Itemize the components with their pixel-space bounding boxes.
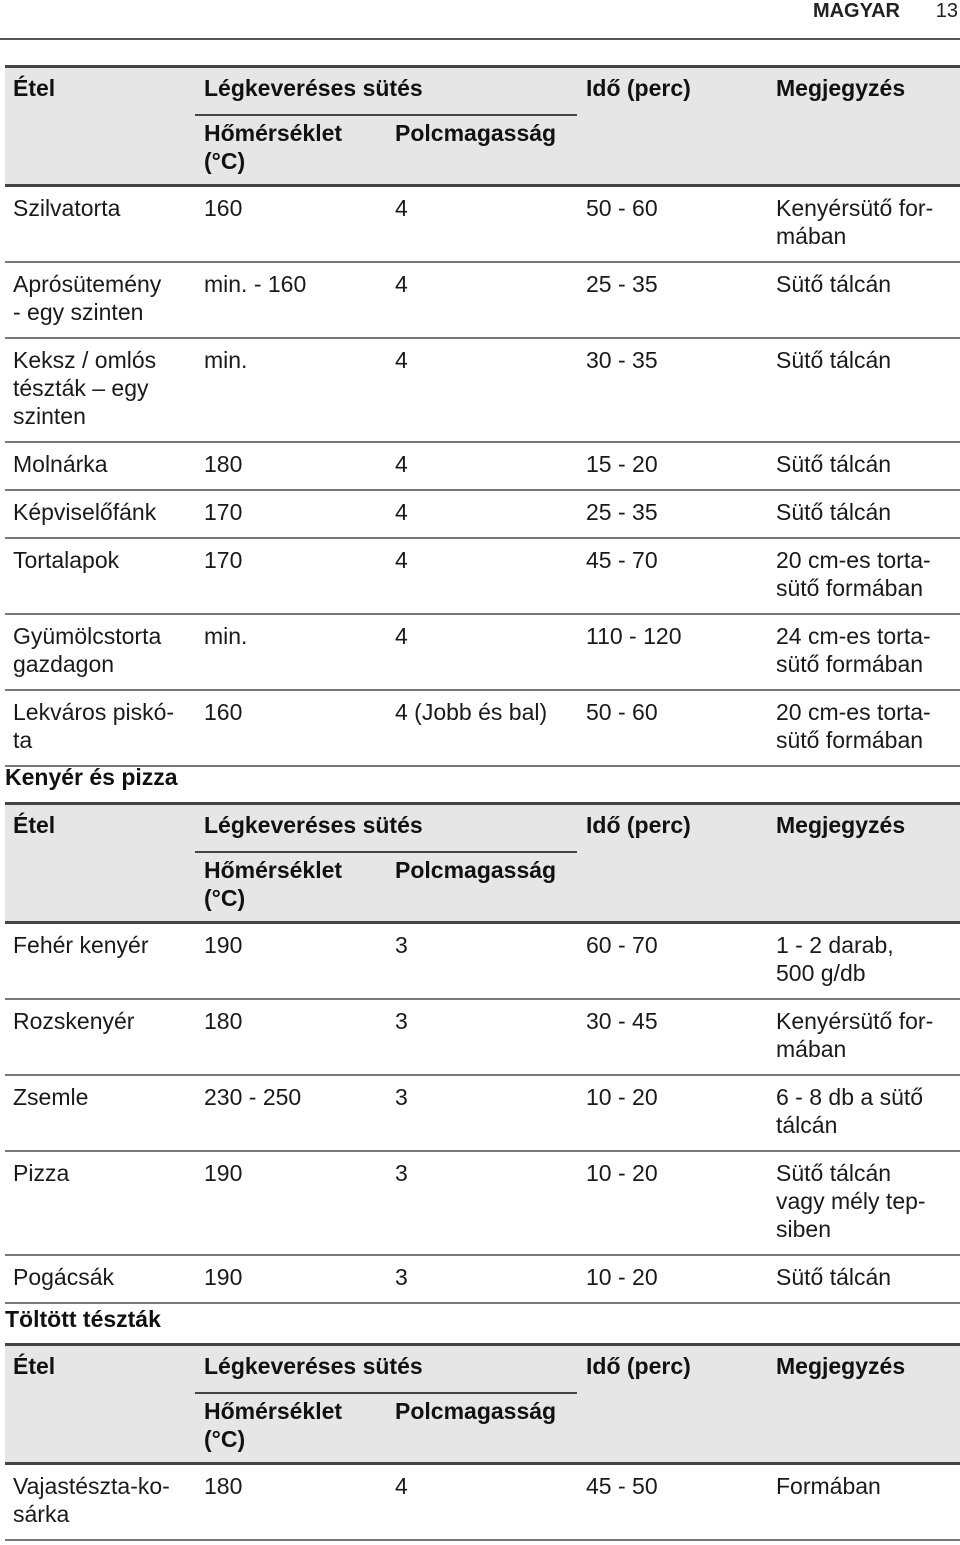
table-header bbox=[5, 1346, 960, 1465]
header-shelf: Polcmagasság bbox=[395, 120, 557, 146]
temperature-cell: 190 bbox=[204, 932, 243, 958]
food-cell: Pizza bbox=[13, 1160, 70, 1186]
header-subrow bbox=[5, 1392, 960, 1462]
time-cell: 60 - 70 bbox=[586, 932, 658, 958]
header-temperature: Hőmérséklet (°C) bbox=[204, 120, 343, 174]
note-cell: 20 cm-es torta- sütő formában bbox=[776, 547, 931, 601]
food-cell: Rozskenyér bbox=[13, 1008, 135, 1034]
page-header bbox=[0, 0, 960, 40]
note-cell: Sütő tálcán bbox=[776, 347, 892, 373]
food-cell: Zsemle bbox=[13, 1084, 89, 1110]
table-row bbox=[5, 1465, 960, 1541]
time-cell: 25 - 35 bbox=[586, 499, 658, 525]
food-cell: Vajastészta-ko- sárka bbox=[13, 1473, 170, 1527]
temperature-cell: 160 bbox=[204, 699, 243, 725]
temperature-cell: 180 bbox=[204, 1473, 243, 1499]
table-row bbox=[5, 924, 960, 1000]
header-temperature: Hőmérséklet (°C) bbox=[204, 857, 343, 911]
table-row bbox=[5, 615, 960, 691]
note-cell: Sütő tálcán vagy mély tep- siben bbox=[776, 1160, 926, 1242]
temperature-cell: min. - 160 bbox=[204, 271, 307, 297]
header-shelf: Polcmagasság bbox=[395, 857, 557, 883]
temperature-cell: 170 bbox=[204, 499, 243, 525]
table-row bbox=[5, 1256, 960, 1304]
time-cell: 110 - 120 bbox=[586, 623, 682, 649]
header-note: Megjegyzés bbox=[776, 812, 906, 838]
time-cell: 45 - 50 bbox=[586, 1473, 658, 1499]
note-cell: Sütő tálcán bbox=[776, 271, 892, 297]
time-cell: 50 - 60 bbox=[586, 195, 658, 221]
time-cell: 25 - 35 bbox=[586, 271, 658, 297]
shelf-cell: 4 bbox=[395, 271, 408, 297]
header-divider bbox=[195, 114, 577, 116]
shelf-cell: 4 bbox=[395, 1473, 408, 1499]
table-row bbox=[5, 491, 960, 539]
temperature-cell: 180 bbox=[204, 1008, 243, 1034]
header-row bbox=[5, 68, 960, 114]
table-row bbox=[5, 443, 960, 491]
cooking-table bbox=[5, 1343, 960, 1541]
food-cell: Képviselőfánk bbox=[13, 499, 157, 525]
header-shelf: Polcmagasság bbox=[395, 1398, 557, 1424]
food-cell: Keksz / omlós tészták – egy szinten bbox=[13, 347, 157, 429]
table-row bbox=[5, 1000, 960, 1076]
note-cell: Sütő tálcán bbox=[776, 1264, 892, 1290]
time-cell: 30 - 45 bbox=[586, 1008, 658, 1034]
food-cell: Lekváros piskó- ta bbox=[13, 699, 175, 753]
food-cell: Molnárka bbox=[13, 451, 108, 477]
food-cell: Pogácsák bbox=[13, 1264, 115, 1290]
table-row bbox=[5, 539, 960, 615]
table-header bbox=[5, 805, 960, 924]
header-divider bbox=[195, 851, 577, 853]
shelf-cell: 4 bbox=[395, 547, 408, 573]
shelf-cell: 3 bbox=[395, 1008, 408, 1034]
note-cell: Formában bbox=[776, 1473, 881, 1499]
note-cell: 6 - 8 db a sütő tálcán bbox=[776, 1084, 924, 1138]
header-subrow bbox=[5, 114, 960, 184]
header-time: Idő (perc) bbox=[586, 75, 691, 101]
food-cell: Szilvatorta bbox=[13, 195, 121, 221]
page-number: 13 bbox=[935, 0, 958, 22]
shelf-cell: 4 bbox=[395, 195, 408, 221]
temperature-cell: min. bbox=[204, 623, 248, 649]
time-cell: 10 - 20 bbox=[586, 1160, 658, 1186]
header-row bbox=[5, 805, 960, 851]
temperature-cell: 170 bbox=[204, 547, 243, 573]
header-note: Megjegyzés bbox=[776, 75, 906, 101]
shelf-cell: 3 bbox=[395, 1264, 408, 1290]
note-cell: Sütő tálcán bbox=[776, 451, 892, 477]
section-title: Kenyér és pizza bbox=[5, 764, 178, 790]
time-cell: 45 - 70 bbox=[586, 547, 658, 573]
table-row bbox=[5, 263, 960, 339]
header-temperature: Hőmérséklet (°C) bbox=[204, 1398, 343, 1452]
temperature-cell: min. bbox=[204, 347, 248, 373]
time-cell: 30 - 35 bbox=[586, 347, 658, 373]
temperature-cell: 180 bbox=[204, 451, 243, 477]
temperature-cell: 230 - 250 bbox=[204, 1084, 302, 1110]
time-cell: 50 - 60 bbox=[586, 699, 658, 725]
time-cell: 15 - 20 bbox=[586, 451, 658, 477]
header-convection: Légkeveréses sütés bbox=[204, 75, 423, 101]
food-cell: Aprósütemény - egy szinten bbox=[13, 271, 162, 325]
shelf-cell: 3 bbox=[395, 932, 408, 958]
cooking-table bbox=[5, 802, 960, 1304]
shelf-cell: 3 bbox=[395, 1160, 408, 1186]
note-cell: Kenyérsütő for- mában bbox=[776, 1008, 934, 1062]
header-convection: Légkeveréses sütés bbox=[204, 812, 423, 838]
shelf-cell: 3 bbox=[395, 1084, 408, 1110]
temperature-cell: 160 bbox=[204, 195, 243, 221]
temperature-cell: 190 bbox=[204, 1264, 243, 1290]
cooking-table bbox=[5, 65, 960, 767]
header-row bbox=[5, 1346, 960, 1392]
section-title: Töltött tészták bbox=[5, 1306, 161, 1332]
temperature-cell: 190 bbox=[204, 1160, 243, 1186]
shelf-cell: 4 bbox=[395, 623, 408, 649]
header-convection: Légkeveréses sütés bbox=[204, 1353, 423, 1379]
header-note: Megjegyzés bbox=[776, 1353, 906, 1379]
note-cell: Kenyérsütő for- mában bbox=[776, 195, 934, 249]
header-food: Étel bbox=[13, 75, 56, 101]
table-row bbox=[5, 1076, 960, 1152]
shelf-cell: 4 bbox=[395, 499, 408, 525]
header-divider bbox=[195, 1392, 577, 1394]
table-row bbox=[5, 187, 960, 263]
food-cell: Fehér kenyér bbox=[13, 932, 149, 958]
time-cell: 10 - 20 bbox=[586, 1084, 658, 1110]
language-label: MAGYAR bbox=[812, 0, 900, 22]
table-row bbox=[5, 1152, 960, 1256]
shelf-cell: 4 bbox=[395, 347, 408, 373]
note-cell: 20 cm-es torta- sütő formában bbox=[776, 699, 931, 753]
table-row bbox=[5, 339, 960, 443]
header-time: Idő (perc) bbox=[586, 1353, 691, 1379]
table-header bbox=[5, 68, 960, 187]
food-cell: Gyümölcstorta gazdagon bbox=[13, 623, 162, 677]
note-cell: 24 cm-es torta- sütő formában bbox=[776, 623, 931, 677]
note-cell: 1 - 2 darab, 500 g/db bbox=[776, 932, 894, 986]
shelf-cell: 4 (Jobb és bal) bbox=[395, 699, 548, 725]
header-food: Étel bbox=[13, 812, 56, 838]
table-row bbox=[5, 691, 960, 767]
food-cell: Tortalapok bbox=[13, 547, 120, 573]
time-cell: 10 - 20 bbox=[586, 1264, 658, 1290]
header-time: Idő (perc) bbox=[586, 812, 691, 838]
note-cell: Sütő tálcán bbox=[776, 499, 892, 525]
header-food: Étel bbox=[13, 1353, 56, 1379]
header-subrow bbox=[5, 851, 960, 921]
shelf-cell: 4 bbox=[395, 451, 408, 477]
